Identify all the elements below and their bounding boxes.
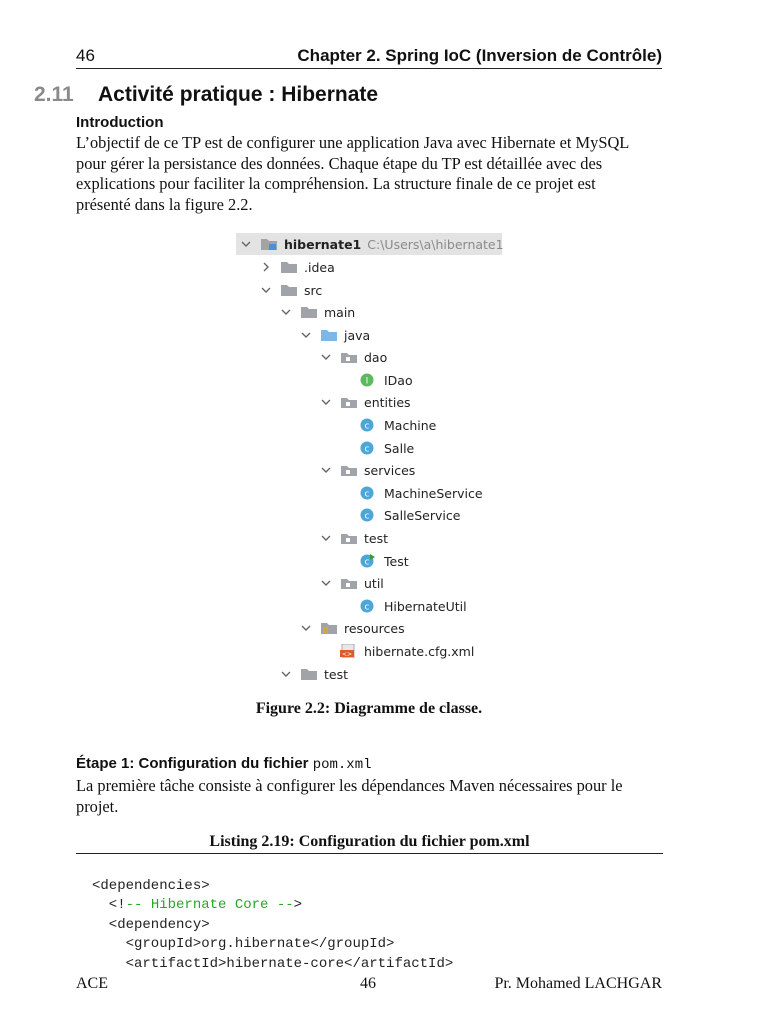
chevron-spacer (340, 374, 352, 386)
tree-item[interactable] (320, 346, 387, 368)
chevron-spacer (340, 555, 352, 567)
tree-item-label: main (324, 304, 356, 320)
code-line: <groupId>org.hibernate</groupId> (92, 936, 395, 953)
class-icon (360, 508, 378, 522)
tree-item-label: MachineService (384, 485, 483, 501)
chevron-spacer (340, 487, 352, 499)
tree-item-label: services (364, 462, 416, 478)
chevron-spacer (340, 442, 352, 454)
intro-line: explications pour faciliter la compréhension. La structure finale de ce projet est (76, 174, 596, 194)
code-line: <dependency> (92, 916, 210, 933)
tree-item-label: Machine (384, 417, 437, 433)
tree-root[interactable] (236, 233, 502, 255)
tree-item[interactable] (300, 324, 370, 346)
page-header (76, 46, 662, 69)
class-icon (360, 441, 378, 455)
chevron-down-icon[interactable] (320, 577, 332, 589)
chevron-spacer (340, 419, 352, 431)
listing-title: Listing 2.19: Configuration du fichier pom.xml (76, 833, 663, 854)
tree-item[interactable] (340, 482, 483, 504)
package-icon (340, 395, 358, 409)
folder-icon (280, 283, 298, 297)
code-comment: -- Hibernate Core -- (125, 897, 294, 914)
chevron-down-icon[interactable] (240, 238, 252, 250)
tree-item-label: java (344, 327, 371, 343)
tree-item[interactable] (340, 369, 413, 391)
chapter-title: Chapter 2. Spring IoC (Inversion de Contrôle) (297, 46, 662, 65)
interface-icon (360, 373, 378, 387)
step1-label: Étape 1: Configuration du fichier (76, 755, 309, 772)
tree-item[interactable] (320, 527, 388, 549)
tree-item-label: .idea (304, 259, 335, 275)
tree-item[interactable] (320, 459, 415, 481)
project-folder-icon (260, 237, 278, 251)
footer-left: ACE (76, 975, 108, 992)
tree-item-label: util (364, 575, 384, 591)
tree-item-label: test (364, 530, 389, 546)
source-folder-icon (320, 328, 338, 342)
class-icon (360, 486, 378, 500)
tree-item-label: resources (344, 620, 405, 636)
tree-item-label: dao (364, 349, 388, 365)
chevron-spacer (340, 509, 352, 521)
chevron-down-icon[interactable] (320, 464, 332, 476)
chevron-down-icon[interactable] (320, 351, 332, 363)
figure-caption: Figure 2.2: Diagramme de classe. (255, 700, 483, 717)
tree-root-path: C:\Users\a\hibernate1 (367, 236, 504, 252)
chevron-down-icon[interactable] (280, 668, 292, 680)
intro-line: L’objectif de ce TP est de configurer une application Java avec Hibernate et MySQL (76, 133, 630, 152)
xml-file-icon (340, 644, 358, 658)
code-line: <dependencies> (92, 877, 210, 894)
tree-item[interactable] (260, 256, 335, 278)
svg-text:c: c (364, 511, 370, 522)
intro-paragraph (76, 133, 663, 215)
code-listing (92, 857, 453, 994)
tree-item-label: entities (364, 394, 411, 410)
tree-item-label: test (324, 666, 349, 682)
class-icon (360, 418, 378, 432)
tree-item-label: SalleService (384, 507, 461, 523)
chevron-down-icon[interactable] (320, 532, 332, 544)
chevron-down-icon[interactable] (280, 306, 292, 318)
tree-item[interactable] (260, 279, 322, 301)
chevron-down-icon[interactable] (320, 396, 332, 408)
chevron-down-icon[interactable] (300, 622, 312, 634)
package-icon (340, 463, 358, 477)
folder-icon (280, 260, 298, 274)
svg-text:<>: <> (341, 651, 353, 658)
page-number: 46 (76, 46, 95, 65)
section-title: Activité pratique : Hibernate (98, 83, 379, 106)
tree-item[interactable] (340, 504, 460, 526)
tree-item[interactable] (320, 640, 474, 662)
tree-item[interactable] (300, 617, 405, 639)
footer-author: Pr. Mohamed LACHGAR (494, 975, 662, 992)
chevron-right-icon[interactable] (260, 261, 272, 273)
tree-item[interactable] (340, 595, 467, 617)
svg-text:c: c (364, 444, 370, 455)
tree-item[interactable] (280, 663, 348, 685)
tree-item-label: src (304, 282, 323, 298)
svg-text:c: c (364, 602, 370, 613)
step1-line: La première tâche consiste à configurer les dépendances Maven nécessaires pour le (76, 776, 623, 795)
step1-paragraph (76, 776, 663, 817)
tree-item-label: hibernate.cfg.xml (364, 643, 475, 659)
package-icon (340, 576, 358, 590)
folder-icon (300, 667, 318, 681)
tree-item[interactable] (340, 437, 414, 459)
code-line-comment: <!-- Hibernate Core --> (92, 897, 303, 914)
intro-line: pour gérer la persistance des données. Chaque étape du TP est détaillée avec des (76, 153, 603, 173)
svg-text:c: c (364, 421, 370, 432)
tree-root-label: hibernate1 (284, 236, 362, 252)
package-icon (340, 531, 358, 545)
step1-line: projet. (76, 796, 119, 816)
resources-folder-icon (320, 621, 338, 635)
tree-item[interactable] (320, 572, 384, 594)
tree-item[interactable] (280, 301, 355, 323)
svg-text:I: I (365, 376, 369, 387)
tree-item-label: Test (384, 553, 409, 569)
section-number: 2.11 (34, 83, 74, 106)
chevron-down-icon[interactable] (300, 329, 312, 341)
tree-item[interactable] (340, 414, 436, 436)
step1-heading (76, 755, 372, 773)
tree-item[interactable] (340, 550, 409, 572)
runnable-class-icon (360, 554, 378, 568)
intro-heading: Introduction (76, 114, 164, 131)
step1-code: pom.xml (312, 757, 372, 773)
tree-item[interactable] (320, 391, 411, 413)
package-icon (340, 350, 358, 364)
project-tree (236, 233, 502, 686)
chevron-spacer (320, 645, 332, 657)
intro-line: présenté dans la figure 2.2. (76, 194, 253, 214)
chevron-down-icon[interactable] (260, 284, 272, 296)
section-heading (34, 83, 378, 107)
svg-text:c: c (364, 557, 370, 568)
folder-icon (300, 305, 318, 319)
svg-text:c: c (364, 489, 370, 500)
footer-page-number: 46 (360, 975, 376, 992)
tree-item-label: Salle (384, 440, 415, 456)
code-line: <artifactId>hibernate-core</artifactId> (92, 955, 454, 972)
chevron-spacer (340, 600, 352, 612)
tree-item-label: IDao (384, 372, 413, 388)
tree-item-label: HibernateUtil (384, 598, 467, 614)
class-icon (360, 599, 378, 613)
